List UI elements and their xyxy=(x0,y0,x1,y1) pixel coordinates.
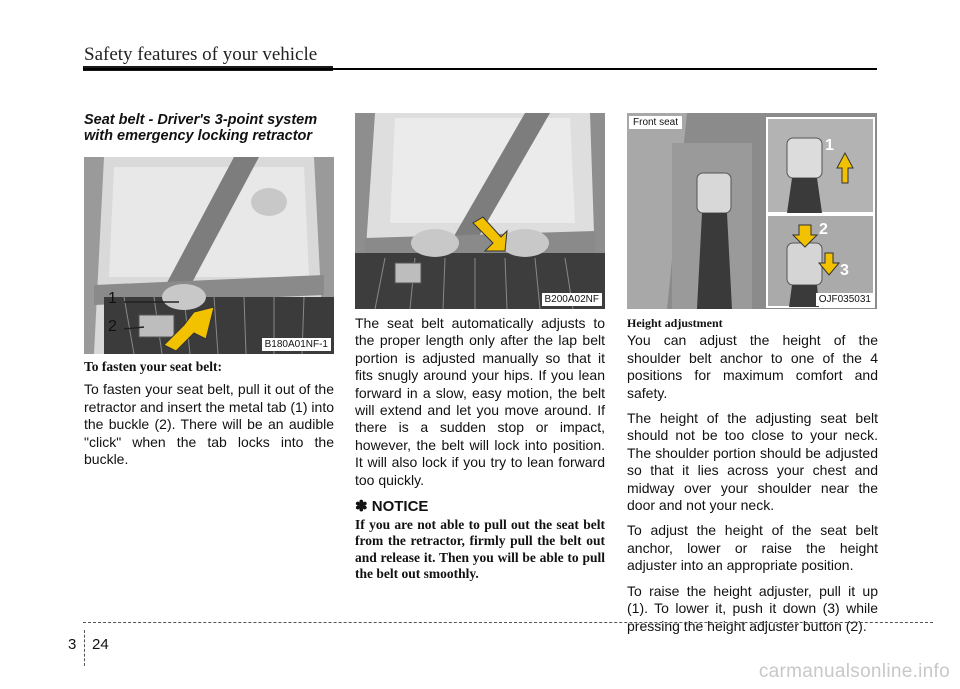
watermark: carmanualsonline.info xyxy=(758,661,950,682)
page-chapter-number: 3 xyxy=(68,636,77,653)
col1-text xyxy=(84,358,334,476)
notice-heading: ✽ NOTICE xyxy=(355,498,429,515)
section-title: Seat belt - Driver's 3-point system with emergency locking retractor xyxy=(84,112,318,144)
figure-height-adjust xyxy=(627,113,877,309)
fasten-paragraph: To fasten your seat belt, pull it out of the retractor and insert the metal tab (1) into the buckle (2). There will be an audible "click" when the tab locks into the buckle. xyxy=(84,381,334,468)
auto-adjust-paragraph: The seat belt automatically adjusts to the proper length only after the lap belt portion is adjusted manually so that it fits snugly around your hips. If you lean forward in a slow, easy motion, the belt will extend and let you move around. If there is a sudden stop or impact, however, the belt will lock into position. It will also lock if you try to lean forward too quickly. xyxy=(355,315,605,488)
height-paragraph-3: To adjust the height of the seat belt anchor, lower or raise the height adjuster into an appropriate position. xyxy=(627,522,878,574)
figure-height-callout-3: 3 xyxy=(840,262,849,279)
header-rule xyxy=(83,68,877,70)
figure-fasten-belt-illustration xyxy=(84,157,334,354)
figure-code-label: OJF035031 xyxy=(816,293,874,306)
height-paragraph-2: The height of the adjusting seat belt should not be too close to your neck. The shoulder portion should be adjusted so that it lies across your chest and midway over your shoulder near the door and not your neck. xyxy=(627,410,878,514)
height-paragraph-4: To raise the height adjuster, pull it up (1). To lower it, push it down (3) while pressing the height adjuster button (2). xyxy=(627,582,878,634)
figure-fasten-belt xyxy=(84,157,334,354)
figure-fasten-callout-1: 1 xyxy=(108,290,117,307)
height-subheading: Height adjustment xyxy=(627,316,723,330)
figure-height-callout-2: 2 xyxy=(819,221,828,238)
notice-text: If you are not able to pull out the seat belt from the retractor, firmly pull the belt out and release it. Then you will be able to pull the belt out smoothly. xyxy=(355,517,605,581)
footer-divider xyxy=(84,630,85,666)
figure-height-callout-1: 1 xyxy=(825,137,834,154)
page-number: 24 xyxy=(92,636,109,653)
footer-rule xyxy=(83,622,933,623)
col2-text xyxy=(355,315,605,497)
figure-code-label: B200A02NF xyxy=(542,293,602,306)
figure-fasten-callout-2: 2 xyxy=(108,318,117,335)
figure-belt-adjust-illustration xyxy=(355,113,605,309)
figure-corner-label: Front seat xyxy=(629,116,682,129)
col3-text xyxy=(627,315,878,643)
fasten-subheading: To fasten your seat belt: xyxy=(84,359,222,374)
height-paragraph-1: You can adjust the height of the shoulder belt anchor to one of the 4 positions for maximum comfort and safety. xyxy=(627,332,878,401)
page-header-title: Safety features of your vehicle xyxy=(84,44,318,65)
figure-code-label: B180A01NF-1 xyxy=(262,338,331,351)
figure-belt-adjust xyxy=(355,113,605,309)
